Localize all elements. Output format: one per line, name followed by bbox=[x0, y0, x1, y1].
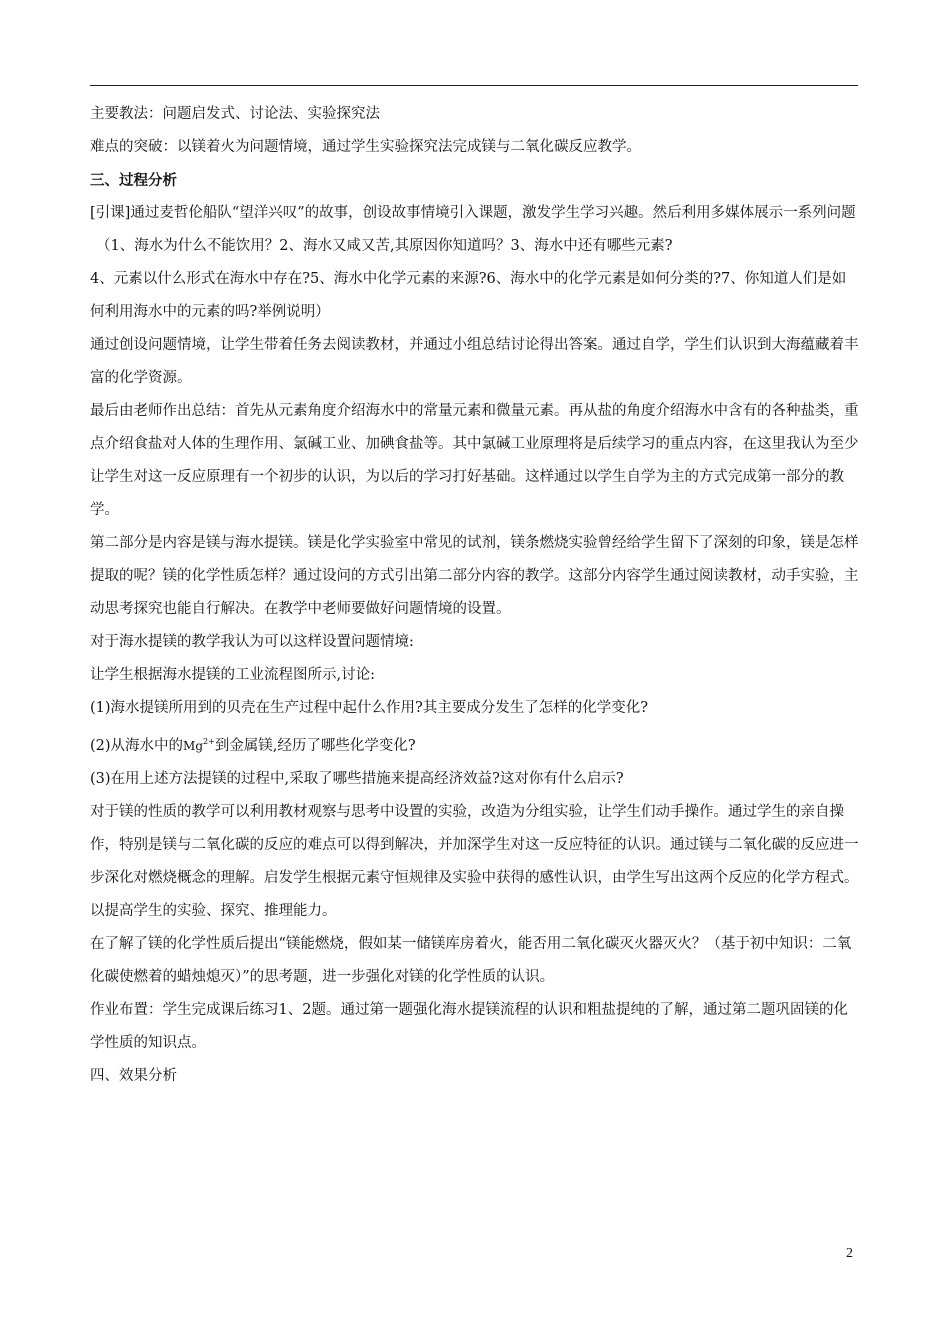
q2-text-before: (2)从海水中的 bbox=[90, 737, 184, 754]
part-two-paragraph: 第二部分是内容是镁与海水提镁。镁是化学实验室中常见的试剂，镁条燃烧实验曾经给学生留下了深刻的印象，镁是怎样提取的呢？镁的化学性质怎样？通过设问的方式引出第二部分内容的教学。这部分内容学生通过阅读教材，动手实验，主动思考探究也能自行解决。在教学中老师要做好问题情境的设置。 bbox=[90, 535, 859, 617]
mg-ion-charge: 2+ bbox=[203, 737, 215, 746]
intro-paragraph: [引课]通过麦哲伦船队“望洋兴叹”的故事，创设故事情境引入课题，激发学生学习兴趣。然后利用多媒体展示一系列问题 bbox=[90, 205, 856, 221]
self-study-paragraph: 通过创设问题情境，让学生带着任务去阅读教材，并通过小组总结讨论得出答案。通过自学，学生们认识到大海蕴藏着丰富的化学资源。 bbox=[90, 337, 859, 386]
question-setup-line: 对于海水提镁的教学我认为可以这样设置问题情境: bbox=[90, 634, 414, 650]
magnesium-properties-paragraph: 对于镁的性质的教学可以利用教材观察与思考中设置的实验，改造为分组实验，让学生们动手操作。通过学生的亲自操作，特别是镁与二氧化碳的反应的难点可以得到解决，并加深学生对这一反应特征的认识。通过镁与二氧化碳的反应进一步深化对燃烧概念的理解。启发学生根据元素守恒规律及实验中获得的感性认识，由学生写出这两个反应的化学方程式。以提高学生的实验、探究、推理能力。 bbox=[90, 803, 859, 919]
q2-text-after: 到金属镁,经历了哪些化学变化? bbox=[214, 737, 416, 754]
page-number: 2 bbox=[846, 1246, 853, 1261]
mg-ion-formula: Mg bbox=[183, 738, 204, 753]
section-heading-effect-analysis: 四、效果分析 bbox=[90, 1067, 177, 1084]
discussion-prompt-line: 让学生根据海水提镁的工业流程图所示,讨论: bbox=[90, 667, 375, 683]
discussion-question-1: (1)海水提镁所用到的贝壳在生产过程中起什么作用?其主要成分发生了怎样的化学变化? bbox=[90, 700, 649, 716]
header-rule bbox=[90, 85, 858, 86]
section-heading-process-analysis: 三、过程分析 bbox=[90, 172, 177, 189]
thinking-question-paragraph: 在了解了镁的化学性质后提出“镁能燃烧，假如某一储镁库房着火，能否用二氧化碳灭火器灭火？（基于初中知识：二氧化碳使燃着的蜡烛熄灭）”的思考题，进一步强化对镁的化学性质的认识。 bbox=[90, 935, 852, 985]
homework-paragraph: 作业布置：学生完成课后练习1、2题。通过第一题强化海水提镁流程的认识和粗盐提纯的了解，通过第二题巩固镁的化学性质的知识点。 bbox=[90, 1001, 848, 1051]
document-body bbox=[90, 98, 860, 1093]
question-list-2: 4、元素以什么形式在海水中存在?5、海水中化学元素的来源?6、海水中的化学元素是如何分类的?7、你知道人们是如何利用海水中的元素的吗?举例说明） bbox=[90, 271, 847, 320]
discussion-question-3: (3)在用上述方法提镁的过程中,采取了哪些措施来提高经济效益?这对你有什么启示? bbox=[90, 770, 624, 787]
teacher-summary-paragraph: 最后由老师作出总结：首先从元素角度介绍海水中的常量元素和微量元素。再从盐的角度介绍海水中含有的各种盐类，重点介绍食盐对人体的生理作用、氯碱工业、加碘食盐等。其中氯碱工业原理将是后续学习的重点内容，在这里我认为至少让学生对这一反应原理有一个初步的认识，为以后的学习打好基础。这样通过以学生自学为主的方式完成第一部分的教学。 bbox=[90, 403, 859, 518]
difficulty-breakthrough: 难点的突破：以镁着火为问题情境，通过学生实验探究法完成镁与二氧化碳反应教学。 bbox=[90, 139, 641, 155]
discussion-question-2 bbox=[90, 725, 860, 763]
teaching-methods: 主要教法：问题启发式、讨论法、实验探究法 bbox=[90, 106, 380, 122]
question-list-1: （1、海水为什么不能饮用？2、海水又咸又苦,其原因你知道吗？3、海水中还有哪些元素? bbox=[96, 238, 673, 254]
